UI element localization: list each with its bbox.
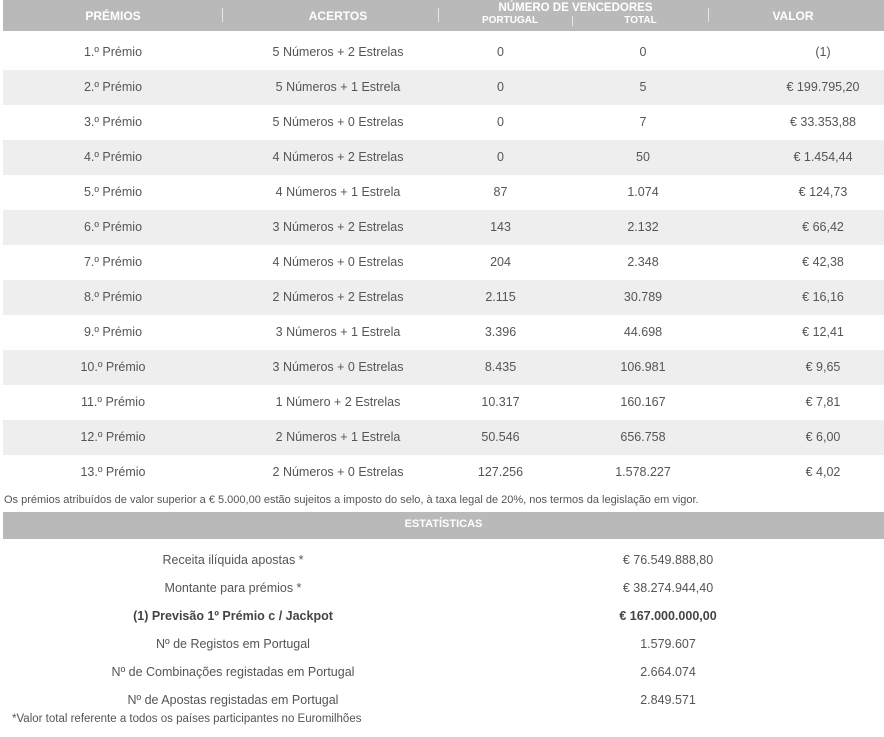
winners-total: 30.789: [623, 290, 663, 304]
winners-portugal: 50.546: [481, 430, 520, 444]
prize-rank: 10.º Prémio: [80, 360, 146, 374]
statistic-label: Montante para prémios *: [164, 581, 302, 595]
prize-value: € 124,73: [798, 185, 848, 199]
prize-value: € 9,65: [805, 360, 841, 374]
prize-value: (1): [815, 45, 831, 59]
winners-total: 0: [639, 45, 647, 59]
statistic-label: Receita ilíquida apostas *: [162, 553, 304, 567]
winners-portugal: 143: [490, 220, 511, 234]
table-row: [3, 420, 884, 455]
winners-total: 1.578.227: [615, 465, 671, 479]
table-row: [3, 175, 884, 210]
statistics-row: [3, 629, 884, 657]
statistic-value: 2.664.074: [640, 665, 696, 679]
header-divider: [222, 8, 223, 22]
prize-value: € 4,02: [805, 465, 841, 479]
prize-value: € 42,38: [802, 255, 844, 269]
header-divider: [438, 8, 439, 22]
winners-total: 160.167: [620, 395, 666, 409]
prize-rank: 9.º Prémio: [83, 325, 143, 339]
winners-portugal: 0: [497, 115, 504, 129]
footnote: *Valor total referente a todos os países participantes no Euromilhões: [12, 713, 362, 725]
table-row: [3, 105, 884, 140]
statistic-value: 2.849.571: [640, 693, 696, 707]
prize-rank: 8.º Prémio: [83, 290, 143, 304]
winners-portugal: 2.115: [485, 290, 516, 304]
statistics-row: [3, 601, 884, 629]
winners-total: 50: [636, 150, 650, 164]
prize-rank: 2.º Prémio: [83, 80, 143, 94]
winners-total: 2.132: [627, 220, 659, 234]
header-portugal: PORTUGAL: [481, 15, 539, 26]
table-row: [3, 350, 884, 385]
header-total: TOTAL: [624, 15, 657, 26]
header-divider: [708, 8, 709, 22]
prize-matches: 1 Número + 2 Estrelas: [275, 395, 401, 409]
prize-value: € 12,41: [802, 325, 844, 339]
winners-portugal: 0: [497, 150, 504, 164]
table-row: [3, 280, 884, 315]
statistic-value: 1.579.607: [640, 637, 696, 651]
prize-matches: 3 Números + 1 Estrela: [275, 325, 401, 339]
prize-matches: 5 Números + 2 Estrelas: [272, 45, 404, 59]
table-row: [3, 35, 884, 70]
table-row: [3, 245, 884, 280]
prize-value: € 33.353,88: [789, 115, 857, 129]
prize-value: € 1.454,44: [793, 150, 853, 164]
statistic-value: € 167.000.000,00: [619, 609, 717, 623]
statistic-label: Nº de Combinações registadas em Portugal: [111, 665, 355, 679]
prize-matches: 3 Números + 0 Estrelas: [272, 360, 404, 374]
winners-total: 106.981: [620, 360, 666, 374]
statistic-value: € 76.549.888,80: [622, 553, 714, 567]
prize-rank: 1.º Prémio: [83, 45, 143, 59]
winners-portugal: 10.317: [481, 395, 520, 409]
prize-matches: 4 Números + 2 Estrelas: [272, 150, 404, 164]
winners-portugal: 127.256: [477, 465, 524, 479]
winners-portugal: 3.396: [484, 325, 517, 339]
header-valor: VALOR: [772, 9, 814, 23]
prize-rank: 12.º Prémio: [80, 430, 146, 444]
prize-matches: 2 Números + 2 Estrelas: [272, 290, 404, 304]
winners-portugal: 0: [497, 80, 504, 94]
prize-value: € 16,16: [802, 290, 844, 304]
winners-total: 5: [639, 80, 647, 94]
prize-matches: 2 Números + 0 Estrelas: [272, 465, 404, 479]
statistics-row: [3, 573, 884, 601]
prize-matches: 4 Números + 1 Estrela: [275, 185, 401, 199]
prize-matches: 4 Números + 0 Estrelas: [272, 255, 404, 269]
prize-rank: 7.º Prémio: [83, 255, 143, 269]
header-acertos: ACERTOS: [308, 9, 368, 23]
statistics-table: [3, 545, 884, 713]
prize-matches: 2 Números + 1 Estrela: [275, 430, 401, 444]
table-row: [3, 385, 884, 420]
winners-total: 44.698: [623, 325, 663, 339]
winners-portugal: 204: [490, 255, 511, 269]
winners-portugal: 0: [497, 45, 504, 59]
winners-total: 2.348: [627, 255, 659, 269]
prize-rank: 5.º Prémio: [83, 185, 143, 199]
winners-portugal: 87: [493, 185, 508, 199]
table-row: [3, 455, 884, 490]
statistics-row: [3, 685, 884, 713]
prize-rank: 13.º Prémio: [80, 465, 146, 479]
table-row: [3, 210, 884, 245]
winners-total: 656.758: [620, 430, 666, 444]
statistic-label: Nº de Registos em Portugal: [156, 637, 310, 651]
statistic-label: (1) Previsão 1º Prémio c / Jackpot: [133, 609, 333, 623]
statistics-row: [3, 545, 884, 573]
prize-value: € 7,81: [805, 395, 841, 409]
statistics-header: ESTATÍSTICAS: [3, 512, 884, 539]
table-row: [3, 315, 884, 350]
prize-matches: 5 Números + 1 Estrela: [275, 80, 401, 94]
table-row: [3, 140, 884, 175]
prizes-table-body: [3, 35, 884, 490]
prizes-table-header: [3, 0, 884, 31]
table-row: [3, 70, 884, 105]
prize-value: € 66,42: [802, 220, 844, 234]
header-numero-vencedores: NÚMERO DE VENCEDORES: [498, 2, 653, 14]
prize-rank: 3.º Prémio: [83, 115, 143, 129]
prize-rank: 6.º Prémio: [83, 220, 143, 234]
prize-value: € 6,00: [805, 430, 841, 444]
tax-note: Os prémios atribuídos de valor superior a € 5.000,00 estão sujeitos a imposto do selo, à taxa legal de 20%, nos termos da legislação em vigor.: [4, 494, 699, 506]
prize-rank: 4.º Prémio: [83, 150, 143, 164]
statistics-row: [3, 657, 884, 685]
prize-rank: 11.º Prémio: [80, 395, 146, 409]
statistic-value: € 38.274.944,40: [622, 581, 714, 595]
header-divider: [572, 16, 573, 26]
header-premios: PRÉMIOS: [85, 9, 141, 23]
prize-matches: 5 Números + 0 Estrelas: [272, 115, 404, 129]
winners-portugal: 8.435: [484, 360, 517, 374]
prize-matches: 3 Números + 2 Estrelas: [272, 220, 404, 234]
winners-total: 7: [639, 115, 647, 129]
statistic-label: Nº de Apostas registadas em Portugal: [127, 693, 339, 707]
prize-value: € 199.795,20: [786, 80, 860, 94]
winners-total: 1.074: [627, 185, 659, 199]
